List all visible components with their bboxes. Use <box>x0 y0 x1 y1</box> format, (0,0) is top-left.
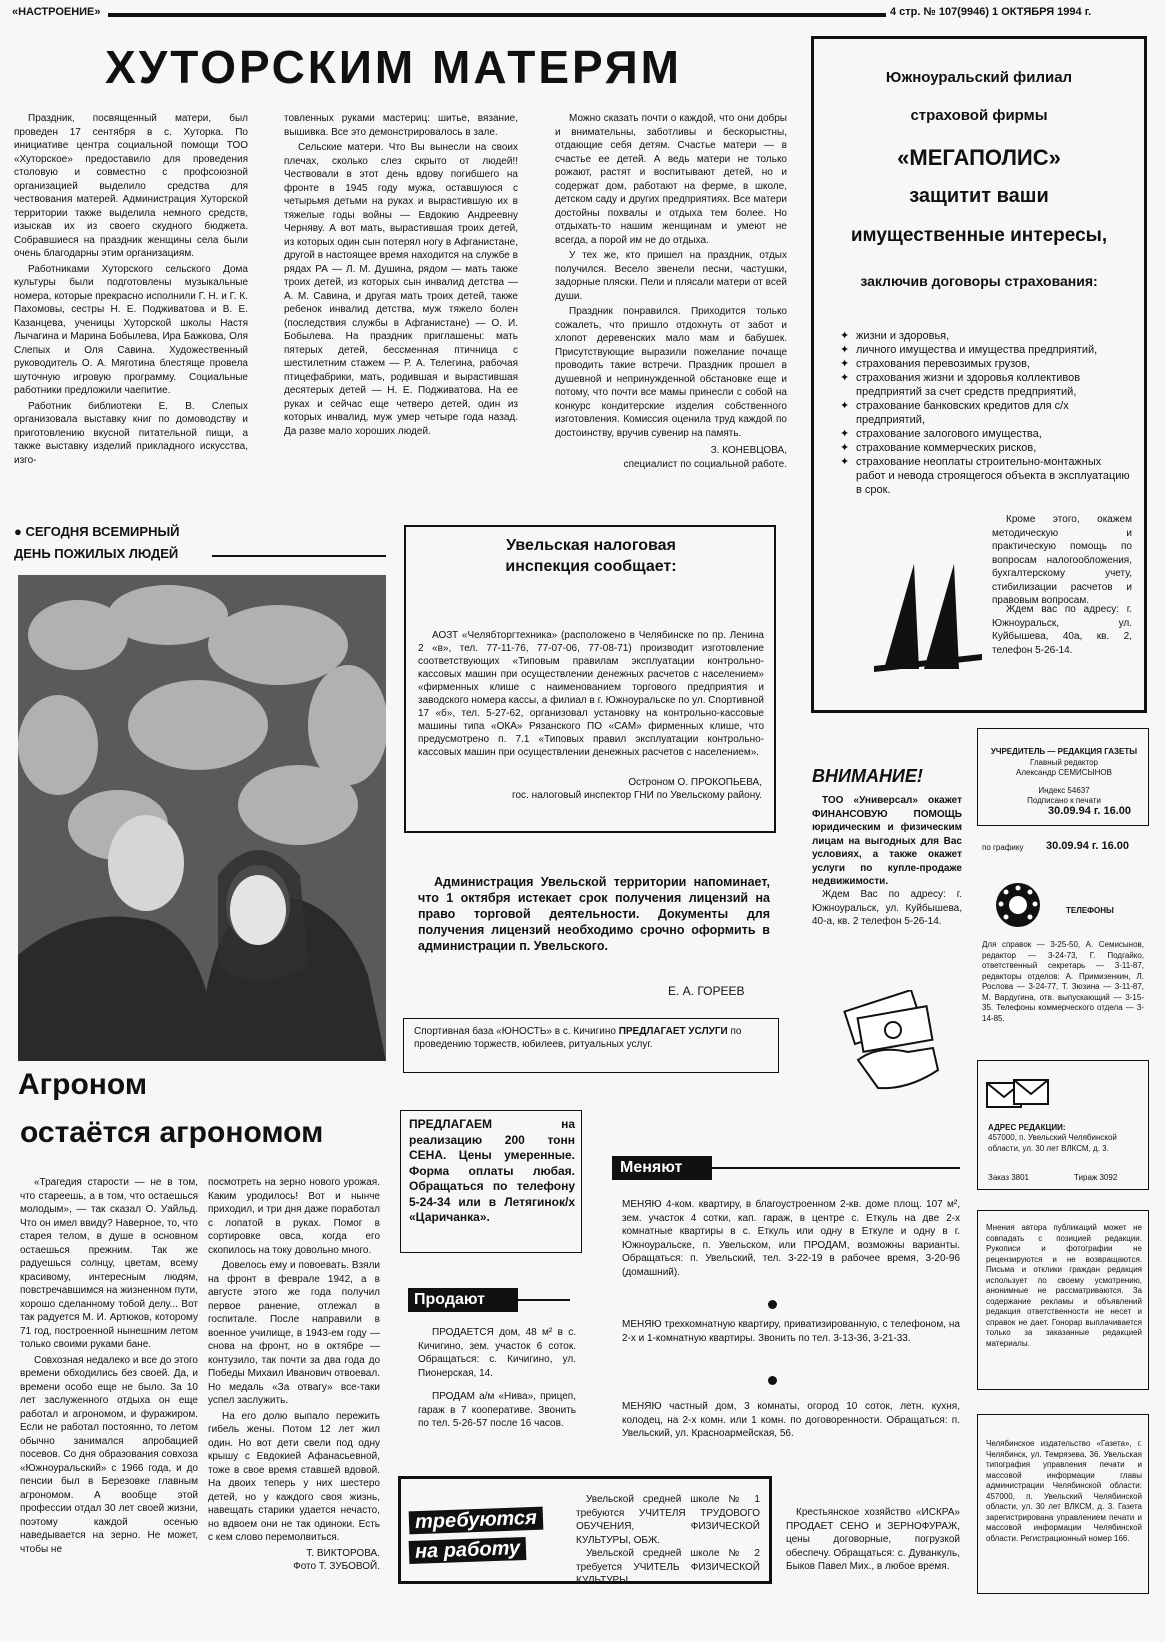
disclaimer-text: Мнения автора публикаций может не совпадать с позицией редакции. Рукописи и фотографии не рецензируются и не возвращаются. Письма и отклики граждан редакция использует по своему усмотрению, анонимные не рассматриваются. За содержание рекламы и объявлений редакция ответственности не несет и справок не дает. Гонорар выплачивается только за заказанные редакцией материалы. <box>986 1223 1142 1348</box>
main-article-col3 <box>555 112 787 471</box>
admin-notice-body: Администрация Увельской территории напоминает, что 1 октября истекает срок получения лицензий на право торговой деятельности. Документы для получения лицензий необходимо срочно оформить в администрации п. Увельского. <box>418 875 770 953</box>
megapolis-line2: страховой фирмы <box>910 107 1048 124</box>
signed-date: 30.09.94 г. 16.00 <box>1048 805 1131 817</box>
paragraph: Совхозная недалеко и все до этого времени обходились без своей. Да, и времени особо еще не было. За 10 лет заслуженного отдыха он еще работал и агрономом, и фуражиром. Если не работал постоянно, то летом обычно занимался апробацией посевов. Со дня образования совхоза «Южноуральский» с 1966 года, и до пенсии был в Березовке главным агрономом. А вообще этой профессии отдал 30 лет своей жизни, поэтому каждой осенью наведывается на зерно. Не может, чтобы не <box>20 1354 198 1555</box>
attention-title: ВНИМАНИЕ! <box>812 766 923 786</box>
sell-list <box>418 1326 576 1433</box>
article-author: З. КОНЕВЦОВА, <box>710 445 787 456</box>
phones-title: ТЕЛЕФОНЫ <box>1066 906 1114 915</box>
editor-title: Главный редактор <box>1029 758 1098 767</box>
bullet-dot <box>768 1300 777 1309</box>
sell-heading: Продают <box>408 1288 518 1312</box>
agronom-col2 <box>208 1176 380 1574</box>
tax-signature: Остроном О. ПРОКОПЬЕВА, <box>628 777 762 788</box>
paragraph: У тех же, кто пришел на праздник, отдых получился. Весело звенели песни, частушки, задорные пляски. Пели и плясали матери от всей души. <box>555 250 787 302</box>
envelope-icon <box>986 1079 1050 1111</box>
insurance-item: ✦ страхование коммерческих рисков, <box>840 441 1130 455</box>
hand-money-icon <box>838 990 948 1100</box>
jobs-text-1: Увельской средней школе № 1 требуются УЧИТЕЛЯ ТРУДОВОГО ОБУЧЕНИЯ, ФИЗИЧЕСКОЙ КУЛЬТУРЫ, ОБЖ. <box>576 1494 760 1546</box>
schedule-date: 30.09.94 г. 16.00 <box>1046 840 1129 852</box>
megapolis-line6: заключив договоры страхования: <box>860 273 1098 289</box>
founder: УЧРЕДИТЕЛЬ — РЕДАКЦИЯ ГАЗЕТЫ <box>990 747 1138 756</box>
elderly-day-line1: ● СЕГОДНЯ ВСЕМИРНЫЙ <box>14 524 180 539</box>
phones-list: Для справок — 3-25-50, А. Семисынов, редактор — 3-24-73, Г. Подгайко, ответственный секретарь — 3-11-87, редакторы отделов: А. Примизенкин, Л. Рослова — 3-24-77, Т. Зюзина — 3-11-87, М. Вардугина, отв. выпускающий — 3-15-35. Телефоны коммерческого отдела — 3-14-85. <box>982 940 1144 1023</box>
sport-base-text-c: по проведению торжеств, юбилеев, ритуальных услуг. <box>414 1026 742 1050</box>
tax-notice-title: Увельская налоговая инспекция сообщает: <box>505 537 677 575</box>
bullet-dot <box>768 1376 777 1385</box>
sell-heading-rule <box>518 1299 570 1301</box>
signed-label: Подписано к печати <box>1027 796 1101 805</box>
agronom-title-line1: Агроном <box>18 1068 148 1101</box>
photo-credit: Фото Т. ЗУБОВОЙ. <box>293 1561 380 1572</box>
jobs-badge-line1: требуются <box>409 1507 544 1535</box>
telephone-icon <box>988 880 1048 930</box>
insurance-item: ✦ страхования перевозимых грузов, <box>840 357 1130 371</box>
tax-notice-box <box>404 525 776 833</box>
publisher-box <box>977 1414 1149 1594</box>
elderly-day-line2: ДЕНЬ ПОЖИЛЫХ ЛЮДЕЙ <box>14 546 179 561</box>
address-box <box>977 1060 1149 1190</box>
photo-elderly-couple <box>18 575 386 1061</box>
order-number: Заказ 3801 <box>988 1173 1030 1182</box>
paragraph: Можно сказать почти о каждой, что они добры и внимательны, заботливы и бескорыстны, отдающие себя детям. Счастье матери — в счастье ее детей. А ведь матери не только рожают, растят и воспитывают детей, но и содержат дом, работают на ферме, в школе, детском саду и других предприятиях. Все матери достойны похвалы и отдыха тем более. Но отдыхать-то нашим женщинам и умеют не всегда, а порой им не до отдыха. <box>555 113 787 246</box>
publisher-text: Челябинское издательство «Газета», г. Челябинск, ул. Темрязева, 36. Увельская типография управления печати и массовой информации главы администрации Челябинской области: 457000, п. Увельский Челябинской области, ул. 30 лет ВЛКСМ, д. 3. Газета зарегистрирована управлением печати и массовой информации Челябинской области. Регистрационный номер 166. <box>986 1439 1142 1543</box>
sell-item: ПРОДАЕТСЯ дом, 48 м² в с. Кичигино, зем. участок 6 соток. Обращаться: с. Кичигино, ул. Пионерская, 14. <box>418 1327 576 1379</box>
paragraph: Довелось ему и повоевать. Взяли на фронт в феврале 1942, а в августе этого же года получил первое ранение, отлежал в госпитале. После направили в военное училище, в 1943-ем году — снова на фронт, но в октябре — контузило, так почти за два года до Победы Михаил Иванович отвоевал. Но медаль «За отвагу» все-таки успел заслужить. <box>208 1260 380 1406</box>
sport-base-text-a: Спортивная база «ЮНОСТЬ» в с. Кичигино <box>414 1026 619 1037</box>
jobs-ad-box <box>398 1476 772 1584</box>
megapolis-logo-icon <box>874 554 984 674</box>
megapolis-line4: защитит ваши <box>909 185 1049 207</box>
schedule-label: по графику <box>982 843 1024 852</box>
paragraph: Праздник понравился. Приходится только сожалеть, что пришло отдохнуть от забот и хлопот деревенских мало мам и бабушек. Присутствующие выразили пожелание почаще проводить такие встречи. Праздник прошел в душевной и непринужденной обстановке еще и потому, что почти все мамы принесли с собой на конкурс кондитерские изделия собственного изготовления. Комиссия оценила труд каждой по достоинству, вручив сувенир на память. <box>555 306 787 439</box>
editor-name: Александр СЕМИСЫНОВ <box>1016 768 1112 777</box>
exchange-heading: Меняют <box>612 1156 712 1180</box>
megapolis-ad-box <box>811 36 1147 713</box>
masthead-box <box>977 728 1149 826</box>
sell-item: ПРОДАМ а/м «Нива», прицеп, гараж в 7 кооперативе. Звонить по тел. 5-26-57 после 16 часов. <box>418 1391 576 1429</box>
hay-offer-text: ПРЕДЛАГАЕМ на реализацию 200 тонн СЕНА. Цены умеренные. Форма оплаты любая. Обращаться по телефону 5-24-34 или в Летягинок/х «Царичанка». <box>409 1117 575 1224</box>
iskra-ad: Крестьянское хозяйство «ИСКРА» ПРОДАЕТ СЕНО и ЗЕРНОФУРАЖ, цены договорные, погрузкой обеспечу. Обращаться: с. Дуванкуль, Быков Павел Мих., в любое время. <box>786 1507 960 1572</box>
address-title: АДРЕС РЕДАКЦИИ: <box>988 1123 1066 1132</box>
article-author-role: специалист по социальной работе. <box>623 458 787 470</box>
insurance-item: ✦ личного имущества и имущества предприятий, <box>840 343 1130 357</box>
megapolis-name: «МЕГАПОЛИС» <box>897 145 1061 170</box>
address-text: 457000, п. Увельский Челябинской области, ул. 30 лет ВЛКСМ, д. 3. <box>988 1133 1117 1153</box>
paragraph: На его долю выпало пережить гибель жены. Потом 12 лет жил один. Но вот дети свели под одну крышу с Евдокией Афанасьевной, тоже в свое время ставшей вдовой. На двоих теперь у них шестеро детей, но у каждого своя жизнь, навещать старики удается нечасто, но вдвоем они не так одиноки. Есть с кем слово перемолвиться. <box>208 1410 380 1543</box>
jobs-text-2: Увельской средней школе № 2 требуется УЧИТЕЛЬ ФИЗИЧЕСКОЙ КУЛЬТУРЫ. <box>576 1548 760 1586</box>
exchange-item-3: МЕНЯЮ частный дом, 3 комнаты, огород 10 соток, летн. кухня, колодец, на 2-х комн. или 1 комн. по договоренности. Обращаться: п. Увельский, ул. Красноармейская, 56. <box>622 1401 960 1439</box>
paragraph: Работник библиотеки Е. В. Слепых организовала выставку книг по домоводству и приготовлению вкусной питательной пищи, а также выставку изделий прикладного искусства, изго- <box>14 400 248 466</box>
insurance-item: ✦ страхование банковских кредитов для с/х предприятий, <box>840 399 1130 427</box>
sport-base-ad <box>403 1018 779 1073</box>
tax-signature-role: гос. налоговый инспектор ГНИ по Увельскому району. <box>512 790 762 801</box>
megapolis-address: Ждем вас по адресу: г. Южноуральск, ул. Куйбышева, 40а, кв. 2, телефон 5-26-14. <box>992 604 1132 656</box>
insurance-item: ✦ страхования жизни и здоровья коллективов предприятий за счет средств предприятий, <box>840 371 1130 399</box>
insurance-item: ✦ жизни и здоровья, <box>840 329 1130 343</box>
admin-notice-author: Е. А. ГОРЕЕВ <box>668 984 745 998</box>
main-article-col1 <box>14 112 248 469</box>
attention-address: Ждем Вас по адресу: г. Южноуральск, ул. Куйбышева, 40-а, кв. 2 телефон 5-26-14. <box>812 889 962 927</box>
exchange-item-1: МЕНЯЮ 4-ком. квартиру, в благоустроенном 2-кв. доме площ. 107 м², зем. участок 4 сотки, кап. гараж, в центре с. Еткуль на две 2-х комнатные квартиры в с. Еткуль или одну в Еткуле и одну в г. Южноуральске, п. Увельском, или ПРОДАМ, возможны варианты. Обращаться: п. Увельский, тел. 3-22-19 в рабочее время, 3-20-96 (домашний). <box>622 1199 960 1278</box>
paragraph: товленных руками мастериц: шитье, вязание, вышивка. Все это демонстрировалось в зале. <box>284 113 518 138</box>
insurance-item: ✦ страхование залогового имущества, <box>840 427 1130 441</box>
attention-body: ТОО «Универсал» окажет ФИНАНСОВУЮ ПОМОЩЬ юридическим и физическим лицам на выгодных для Вас условиях, а также окажет услуги по купле-продаже недвижимости. <box>812 795 962 887</box>
agronom-author: Т. ВИКТОРОВА. <box>306 1547 380 1559</box>
agronom-title-line2: остаётся агрономом <box>20 1116 324 1149</box>
issue-info: 4 стр. № 107(9946) 1 ОКТЯБРЯ 1994 г. <box>890 6 1092 18</box>
paragraph: Работниками Хуторского сельского Дома культуры были подготовлены музыкальные номера, которые прекрасно исполнили Г. Н. и Г. К. Пахомовы, сестры Н. Е. Подживатова и В. Е. Казанцева, ученицы Хуторской школы Настя Лычагина и Марина Бобылева, Ира Бажкова, Оля Слепых и Оля Савина. Художественный руководитель О. А. Мяготина блестяще провела шуточную игровую программу. Социальные работники предложили чаепитие. <box>14 263 248 396</box>
exchange-heading-rule <box>712 1167 960 1169</box>
main-article-col2 <box>284 112 518 440</box>
megapolis-extra: Кроме этого, окажем методическую и практическую помощь по вопросам налогообложения, бухгалтерскому учету, стибилизации расчетов и правовым вопросам. <box>992 514 1132 606</box>
megapolis-line5: имущественные интересы, <box>850 225 1108 246</box>
sport-base-text <box>414 1025 770 1051</box>
agronom-col1 <box>20 1176 198 1558</box>
sport-base-offer: ПРЕДЛАГАЕТ УСЛУГИ <box>618 1026 728 1037</box>
circulation: Тираж 3092 <box>1074 1173 1118 1182</box>
paragraph: «Трагедия старости — не в том, что стареешь, а в том, что остаешься молодым», — так сказал О. Уайльд. Что он имел ввиду? Наверное, то, что старея телом, в душе в основном остаешься прежним. Так же радуешься солнцу, цветам, всему красивому, интересным людям, повстречавшимся на жизненном пути, хорошо сделанному тобой делу... Вот так радуется М. И. Артюков, которому 71 год, построенной нынешним летом только своими руками бане. <box>20 1177 198 1350</box>
paragraph: посмотреть на зерно нового урожая. Каким уродилось! Вот и нынче приходил, и три дня даже поработал с лопатой в руках. Помог в сортировке овса, когда его скопилось на току довольно много. <box>208 1177 380 1256</box>
jobs-badge-line2: на работу <box>409 1537 527 1564</box>
paragraph: Праздник, посвященный матери, был проведен 17 сентября в с. Хуторка. По инициативе центра социальной помощи ТОО «Хуторское» предоставило для проведения столовую и совместно с профсоюзной организацией выделило средства для чествования матерей. Администрация Хуторской территории также выделила немного средств, изыскав их из своего скудного бюджета. Собравшиеся на праздник женщины села были очень благодарны этим организациям. <box>14 113 248 259</box>
subscription-index: Индекс 54637 <box>1038 786 1090 795</box>
hay-offer-box <box>400 1110 582 1253</box>
main-article-title: ХУТОРСКИМ МАТЕРЯМ <box>105 41 682 93</box>
tax-notice-body: АОЗТ «Челябторгтехника» (расположено в Челябинске по пр. Ленина 2 «в», тел. 77-11-76, 77-07-06, 77-08-71) производит изготовление соответствующих «Типовым правилам эксплуатации контрольно-кассовых машин при осуществлении денежных расчетов с населением» «фирменных клише с наименованием торгового предприятия и заводского номера кассы, а филиал в г. Южноуральске по ул. Спортивной 17 «б», тел. 5-27-62, организовал установку на контрольно-кассовые машины типа «ОКА» Рязанского ПО «САМ» фирменных клише, что предусмотрено п. 7.1 «Типовых правил эксплуатации контрольно-кассовых машин при осуществлении денежных расчетов с населением». <box>418 630 764 758</box>
insurance-item: ✦ страхование неоплаты строительно-монтажных работ и невода строящегося объекта в эксплуатацию в срок. <box>840 455 1130 497</box>
header-rule <box>108 13 886 17</box>
exchange-item-2: МЕНЯЮ трехкомнатную квартиру, приватизированную, с телефоном, на 2-х и 1-комнатную квартиры. Звонить по тел. 3-13-36, 3-21-33. <box>622 1319 960 1344</box>
megapolis-line1: Южноуральский филиал <box>885 69 1073 86</box>
insurance-list <box>840 329 1130 497</box>
elderly-day-rule <box>212 555 386 557</box>
section-label: «НАСТРОЕНИЕ» <box>12 6 101 18</box>
paragraph: Сельские матери. Что Вы вынесли на своих плечах, сколько слез скрыто от людей!! Чествовали в этот день вдову погибшего на фронте в 1945 году мужа, оставшуюся с четырьмя детьми на руках и вырастившую их в тяжелые годы войны — Евдокию Андреевну Черняву. А вот мать, вырастившая троих детей, из которых один сын потерял ногу в Афганистане, другой в настоящее время находится на службе в рядах РА — Л. М. Душина, рядом — мать также троих детей, из которых сын инвалид детства — А. М. Савина, и другая мать троих детей, также ребенок инвалид детства, муж тяжело болен (последствия службы в Афганистане) — О. И. Бобылева. На праздник приглашены: мать пятерых детей, бессменная птичница с шестилетним стажем — Р. А. Телегина, рабочая птицефабрики, мать, родившая и вырастившая десятерых детей — Н. Е. Подживатова. На ее руках и сейчас еще четверо детей, один из которых инвалид, муж умер четыре года назад. Да разве мало хороших людей. <box>284 142 518 437</box>
disclaimer-box <box>977 1210 1149 1390</box>
